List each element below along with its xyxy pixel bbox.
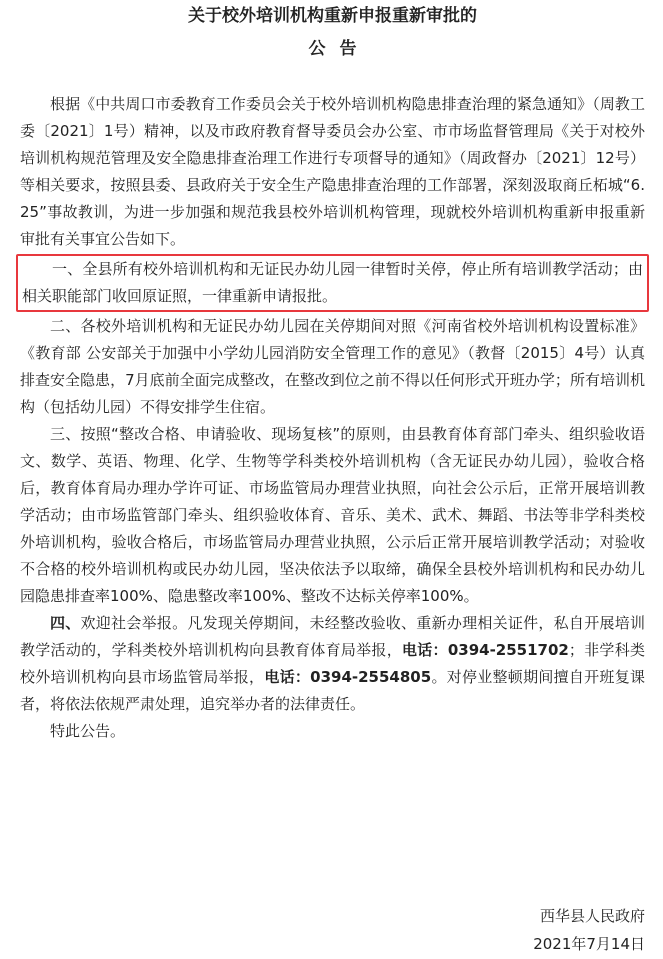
item-4-text-b: ；非学科类校外培训机构向县市场监管局举报， [20, 641, 645, 686]
notice-title: 关于校外培训机构重新申报重新审批的 [188, 6, 477, 26]
phone-market-supervision: 电话：0394-2554805 [264, 668, 432, 686]
item-4-heading: 四、 [50, 614, 81, 632]
item-2-paragraph: 二、各校外培训机构和无证民办幼儿园在关停期间对照《河南省校外培训机构设置标准》《教育部 公安部关于加强中小学幼儿园消防安全管理工作的意见》（教督〔2015〕4号）认真排查安全隐患，7月底前全面完成整改，在整改到位之前不得以任何形式开班办学；所有培训机构（包括幼儿园）不得安排学生住宿。 [20, 317, 645, 416]
closing-paragraph: 特此公告。 [50, 722, 126, 740]
signature-block [533, 902, 645, 958]
phone-education-bureau: 电话：0394-2551702 [401, 641, 569, 659]
item-1-paragraph-highlighted: 一、全县所有校外培训机构和无证民办幼儿园一律暂时关停，停止所有培训教学活动；由相关职能部门收回原证照，一律重新申请报批。 [16, 254, 649, 312]
item-3-paragraph: 三、按照“整改合格、申请验收、现场复核”的原则，由县教育体育部门牵头、组织验收语文、数学、英语、物理、化学、生物等学科类校外培训机构（含无证民办幼儿园），验收合格后，教育体育局办理办学许可证、市场监管局办理营业执照，向社会公示后，正常开展培训教学活动；由市场监管部门牵头、组织验收体育、音乐、美术、武术、舞蹈、书法等非学科类校外培训机构，验收合格后，市场监管局办理营业执照，公示后正常开展培训教学活动；对验收不合格的校外培训机构或民办幼儿园，坚决依法予以取缔，确保全县校外培训机构和民办幼儿园隐患排查率100%、隐患整改率100%、整改不达标关停率100%。 [20, 425, 645, 605]
notice-body [20, 91, 645, 745]
notice-subtitle: 公告 [308, 39, 371, 59]
intro-paragraph: 根据《中共周口市委教育工作委员会关于校外培训机构隐患排查治理的紧急通知》（周教工委〔2021〕1号）精神，以及市政府教育督导委员会办公室、市市场监督管理局《关于对校外培训机构规范管理及安全隐患排查治理工作进行专项督导的通知》（周政督办〔2021〕12号）等相关要求，按照县委、县政府关于安全生产隐患排查治理的工作部署，深刻汲取商丘柘城“6.25”事故教训，为进一步加强和规范我县校外培训机构管理，现就校外培训机构重新申报重新审批有关事宜公告如下。 [20, 95, 645, 248]
issue-date: 2021年7月14日 [533, 935, 645, 953]
issuer-name: 西华县人民政府 [539, 907, 645, 925]
item-4-paragraph [20, 610, 645, 718]
item-4-text-a: 欢迎社会举报。凡发现关停期间，未经整改验收、重新办理相关证件，私自开展培训教学活动的，学科类校外培训机构向县教育体育局举报， [20, 614, 645, 659]
item-4-text-c: 。对停业整顿期间擅自开班复课者，将依法依规严肃处理，追究举办者的法律责任。 [20, 668, 645, 713]
